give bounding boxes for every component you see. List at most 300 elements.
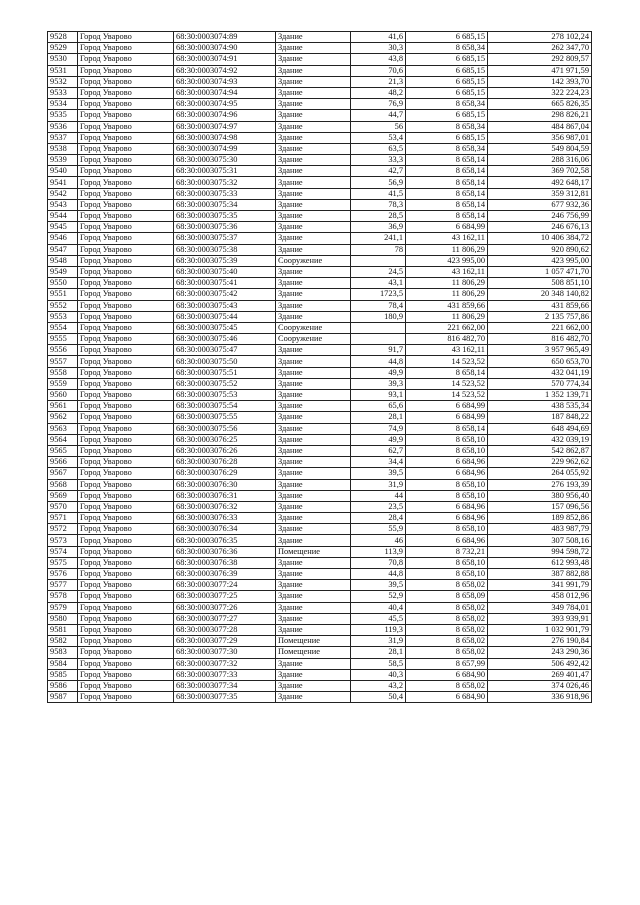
cadastral-number-cell: 68:30:0003075:52 [174,378,276,389]
row-number-cell: 9544 [48,211,78,222]
locality-cell: Город Уварово [78,468,174,479]
table-row [48,680,592,691]
cadastral-value-cell: 221 662,00 [488,322,592,333]
cadastral-value-cell: 276 193,39 [488,479,592,490]
cadastral-number-cell: 68:30:0003075:37 [174,233,276,244]
cadastral-value-cell: 189 852,86 [488,513,592,524]
unit-value-cell: 8 658,10 [406,569,488,580]
object-type-cell: Здание [276,188,351,199]
row-number-cell: 9567 [48,468,78,479]
table-row [48,54,592,65]
cadastral-value-cell: 276 190,84 [488,636,592,647]
unit-value-cell: 6 684,90 [406,692,488,703]
unit-value-cell: 8 658,34 [406,99,488,110]
cadastral-value-cell: 432 041,19 [488,367,592,378]
row-number-cell: 9562 [48,412,78,423]
object-type-cell: Здание [276,99,351,110]
object-type-cell: Здание [276,278,351,289]
locality-cell: Город Уварово [78,669,174,680]
unit-value-cell: 11 806,29 [406,289,488,300]
locality-cell: Город Уварово [78,580,174,591]
locality-cell: Город Уварово [78,266,174,277]
unit-value-cell: 8 732,21 [406,546,488,557]
row-number-cell: 9571 [48,513,78,524]
object-type-cell: Здание [276,613,351,624]
object-type-cell: Здание [276,669,351,680]
cadastral-number-cell: 68:30:0003075:38 [174,244,276,255]
unit-value-cell: 6 685,15 [406,132,488,143]
table-row [48,132,592,143]
object-type-cell: Здание [276,143,351,154]
cadastral-number-cell: 68:30:0003075:30 [174,155,276,166]
row-number-cell: 9557 [48,356,78,367]
unit-value-cell: 8 658,14 [406,367,488,378]
object-type-cell: Здание [276,423,351,434]
area-cell: 23,5 [351,501,406,512]
row-number-cell: 9581 [48,624,78,635]
locality-cell: Город Уварово [78,289,174,300]
unit-value-cell: 8 658,10 [406,490,488,501]
table-row [48,367,592,378]
cadastral-number-cell: 68:30:0003076:39 [174,569,276,580]
table-row [48,412,592,423]
locality-cell: Город Уварово [78,121,174,132]
table-row [48,211,592,222]
object-type-cell: Здание [276,513,351,524]
cadastral-number-cell: 68:30:0003074:93 [174,76,276,87]
area-cell: 56 [351,121,406,132]
area-cell: 43,8 [351,54,406,65]
unit-value-cell: 423 995,00 [406,255,488,266]
object-type-cell: Здание [276,244,351,255]
cadastral-value-cell: 262 347,70 [488,43,592,54]
cadastral-value-cell: 229 962,62 [488,457,592,468]
row-number-cell: 9549 [48,266,78,277]
area-cell [351,255,406,266]
row-number-cell: 9556 [48,345,78,356]
row-number-cell: 9543 [48,199,78,210]
area-cell: 65,6 [351,401,406,412]
cadastral-value-cell: 341 991,79 [488,580,592,591]
locality-cell: Город Уварово [78,278,174,289]
row-number-cell: 9541 [48,177,78,188]
locality-cell: Город Уварово [78,647,174,658]
locality-cell: Город Уварово [78,244,174,255]
cadastral-value-cell: 278 102,24 [488,32,592,43]
object-type-cell: Здание [276,121,351,132]
area-cell: 63,5 [351,143,406,154]
row-number-cell: 9554 [48,322,78,333]
object-type-cell: Здание [276,132,351,143]
cadastral-value-cell: 458 012,96 [488,591,592,602]
locality-cell: Город Уварово [78,43,174,54]
unit-value-cell: 8 658,02 [406,680,488,691]
unit-value-cell: 6 684,96 [406,501,488,512]
cadastral-number-cell: 68:30:0003077:24 [174,580,276,591]
unit-value-cell: 14 523,52 [406,356,488,367]
unit-value-cell: 8 658,02 [406,602,488,613]
locality-cell: Город Уварово [78,99,174,110]
locality-cell: Город Уварово [78,110,174,121]
unit-value-cell: 43 162,11 [406,233,488,244]
cadastral-value-cell: 542 862,87 [488,445,592,456]
area-cell: 21,3 [351,76,406,87]
table-row [48,468,592,479]
unit-value-cell: 11 806,29 [406,278,488,289]
object-type-cell: Здание [276,356,351,367]
cadastral-value-cell: 2 135 757,86 [488,311,592,322]
unit-value-cell: 6 685,15 [406,65,488,76]
cadastral-value-cell: 994 598,72 [488,546,592,557]
cadastral-number-cell: 68:30:0003077:26 [174,602,276,613]
locality-cell: Город Уварово [78,188,174,199]
cadastral-value-cell: 423 995,00 [488,255,592,266]
row-number-cell: 9536 [48,121,78,132]
object-type-cell: Здание [276,490,351,501]
unit-value-cell: 8 658,14 [406,155,488,166]
table-row [48,345,592,356]
unit-value-cell: 8 658,10 [406,434,488,445]
area-cell: 49,9 [351,367,406,378]
cadastral-value-cell: 612 993,48 [488,557,592,568]
table-row [48,445,592,456]
area-cell: 44,7 [351,110,406,121]
area-cell [351,334,406,345]
unit-value-cell: 6 684,99 [406,412,488,423]
area-cell: 40,4 [351,602,406,613]
cadastral-number-cell: 68:30:0003075:35 [174,211,276,222]
table-row [48,479,592,490]
unit-value-cell: 221 662,00 [406,322,488,333]
unit-value-cell: 8 658,02 [406,580,488,591]
table-row [48,266,592,277]
locality-cell: Город Уварово [78,233,174,244]
cadastral-value-cell: 187 848,22 [488,412,592,423]
unit-value-cell: 43 162,11 [406,345,488,356]
unit-value-cell: 11 806,29 [406,244,488,255]
object-type-cell: Здание [276,390,351,401]
unit-value-cell: 8 658,34 [406,121,488,132]
locality-cell: Город Уварово [78,680,174,691]
unit-value-cell: 8 658,14 [406,166,488,177]
unit-value-cell: 8 658,34 [406,143,488,154]
row-number-cell: 9577 [48,580,78,591]
row-number-cell: 9550 [48,278,78,289]
area-cell: 31,9 [351,636,406,647]
table-row [48,289,592,300]
table-row [48,580,592,591]
cadastral-number-cell: 68:30:0003075:53 [174,390,276,401]
unit-value-cell: 8 658,02 [406,636,488,647]
locality-cell: Город Уварово [78,535,174,546]
cadastral-number-cell: 68:30:0003075:34 [174,199,276,210]
table-row [48,692,592,703]
unit-value-cell: 6 685,15 [406,32,488,43]
cadastral-number-cell: 68:30:0003075:46 [174,334,276,345]
object-type-cell: Здание [276,401,351,412]
cadastral-number-cell: 68:30:0003075:41 [174,278,276,289]
row-number-cell: 9553 [48,311,78,322]
area-cell: 33,3 [351,155,406,166]
area-cell: 41,5 [351,188,406,199]
table-row [48,557,592,568]
row-number-cell: 9538 [48,143,78,154]
table-row [48,300,592,311]
table-row [48,636,592,647]
unit-value-cell: 8 657,99 [406,658,488,669]
area-cell: 43,2 [351,680,406,691]
area-cell: 46 [351,535,406,546]
area-cell: 180,9 [351,311,406,322]
object-type-cell: Здание [276,412,351,423]
row-number-cell: 9566 [48,457,78,468]
row-number-cell: 9565 [48,445,78,456]
row-number-cell: 9552 [48,300,78,311]
table-row [48,401,592,412]
row-number-cell: 9555 [48,334,78,345]
area-cell: 119,3 [351,624,406,635]
object-type-cell: Здание [276,300,351,311]
table-row [48,591,592,602]
object-type-cell: Здание [276,524,351,535]
unit-value-cell: 11 806,29 [406,311,488,322]
cadastral-value-cell: 816 482,70 [488,334,592,345]
cadastral-value-cell: 471 971,59 [488,65,592,76]
cadastral-value-cell: 492 648,17 [488,177,592,188]
object-type-cell: Здание [276,624,351,635]
unit-value-cell: 8 658,02 [406,613,488,624]
row-number-cell: 9584 [48,658,78,669]
cadastral-value-cell: 307 508,16 [488,535,592,546]
locality-cell: Город Уварово [78,423,174,434]
cadastral-value-cell: 10 406 384,72 [488,233,592,244]
area-cell: 28,1 [351,647,406,658]
cadastral-number-cell: 68:30:0003077:28 [174,624,276,635]
cadastral-value-cell: 483 987,79 [488,524,592,535]
cadastral-number-cell: 68:30:0003075:55 [174,412,276,423]
unit-value-cell: 6 684,99 [406,222,488,233]
object-type-cell: Здание [276,535,351,546]
locality-cell: Город Уварово [78,378,174,389]
cadastral-number-cell: 68:30:0003074:98 [174,132,276,143]
table-row [48,322,592,333]
cadastral-number-cell: 68:30:0003076:28 [174,457,276,468]
area-cell: 1723,5 [351,289,406,300]
locality-cell: Город Уварово [78,658,174,669]
unit-value-cell: 14 523,52 [406,390,488,401]
area-cell: 42,7 [351,166,406,177]
locality-cell: Город Уварово [78,401,174,412]
table-row [48,378,592,389]
object-type-cell: Здание [276,233,351,244]
row-number-cell: 9583 [48,647,78,658]
locality-cell: Город Уварово [78,613,174,624]
cadastral-value-cell: 393 939,91 [488,613,592,624]
unit-value-cell: 8 658,10 [406,479,488,490]
cadastral-number-cell: 68:30:0003074:95 [174,99,276,110]
cadastral-number-cell: 68:30:0003076:30 [174,479,276,490]
area-cell: 70,8 [351,557,406,568]
cadastral-value-cell: 359 312,81 [488,188,592,199]
area-cell: 78,4 [351,300,406,311]
object-type-cell: Здание [276,378,351,389]
locality-cell: Город Уварово [78,143,174,154]
unit-value-cell: 6 684,96 [406,535,488,546]
cadastral-number-cell: 68:30:0003075:54 [174,401,276,412]
cadastral-value-cell: 20 348 140,82 [488,289,592,300]
table-row [48,188,592,199]
locality-cell: Город Уварово [78,54,174,65]
area-cell: 39,3 [351,378,406,389]
locality-cell: Город Уварово [78,65,174,76]
locality-cell: Город Уварово [78,177,174,188]
row-number-cell: 9570 [48,501,78,512]
area-cell: 44,8 [351,356,406,367]
row-number-cell: 9560 [48,390,78,401]
cadastral-number-cell: 68:30:0003075:31 [174,166,276,177]
row-number-cell: 9582 [48,636,78,647]
cadastral-value-cell: 677 932,36 [488,199,592,210]
cadastral-number-cell: 68:30:0003077:33 [174,669,276,680]
cadastral-number-cell: 68:30:0003077:35 [174,692,276,703]
cadastral-number-cell: 68:30:0003076:25 [174,434,276,445]
registry-table-body [48,32,592,703]
unit-value-cell: 6 685,15 [406,54,488,65]
object-type-cell: Сооружение [276,322,351,333]
cadastral-number-cell: 68:30:0003075:50 [174,356,276,367]
cadastral-value-cell: 292 809,57 [488,54,592,65]
cadastral-value-cell: 374 026,46 [488,680,592,691]
locality-cell: Город Уварово [78,311,174,322]
row-number-cell: 9573 [48,535,78,546]
area-cell [351,322,406,333]
table-row [48,613,592,624]
row-number-cell: 9532 [48,76,78,87]
table-row [48,121,592,132]
row-number-cell: 9561 [48,401,78,412]
locality-cell: Город Уварово [78,367,174,378]
cadastral-value-cell: 1 057 471,70 [488,266,592,277]
cadastral-number-cell: 68:30:0003075:51 [174,367,276,378]
cadastral-value-cell: 1 352 139,71 [488,390,592,401]
object-type-cell: Здание [276,434,351,445]
locality-cell: Город Уварово [78,390,174,401]
area-cell: 48,2 [351,87,406,98]
cadastral-number-cell: 68:30:0003075:56 [174,423,276,434]
cadastral-value-cell: 438 535,34 [488,401,592,412]
row-number-cell: 9564 [48,434,78,445]
locality-cell: Город Уварово [78,211,174,222]
locality-cell: Город Уварово [78,602,174,613]
area-cell: 93,1 [351,390,406,401]
locality-cell: Город Уварово [78,155,174,166]
unit-value-cell: 8 658,10 [406,445,488,456]
registry-table [47,31,592,703]
unit-value-cell: 6 685,15 [406,110,488,121]
object-type-cell: Здание [276,557,351,568]
area-cell: 70,6 [351,65,406,76]
cadastral-number-cell: 68:30:0003074:90 [174,43,276,54]
cadastral-number-cell: 68:30:0003076:36 [174,546,276,557]
cadastral-value-cell: 549 804,59 [488,143,592,154]
area-cell: 56,9 [351,177,406,188]
cadastral-value-cell: 387 882,88 [488,569,592,580]
table-row [48,233,592,244]
cadastral-value-cell: 431 859,66 [488,300,592,311]
locality-cell: Город Уварово [78,345,174,356]
cadastral-value-cell: 1 032 901,79 [488,624,592,635]
locality-cell: Город Уварово [78,356,174,367]
object-type-cell: Здание [276,692,351,703]
row-number-cell: 9569 [48,490,78,501]
locality-cell: Город Уварово [78,624,174,635]
unit-value-cell: 8 658,10 [406,557,488,568]
table-row [48,624,592,635]
table-row [48,524,592,535]
unit-value-cell: 43 162,11 [406,266,488,277]
area-cell: 78,3 [351,199,406,210]
table-row [48,166,592,177]
object-type-cell: Здание [276,311,351,322]
row-number-cell: 9578 [48,591,78,602]
object-type-cell: Здание [276,445,351,456]
cadastral-number-cell: 68:30:0003077:27 [174,613,276,624]
locality-cell: Город Уварово [78,166,174,177]
cadastral-number-cell: 68:30:0003075:44 [174,311,276,322]
row-number-cell: 9537 [48,132,78,143]
row-number-cell: 9574 [48,546,78,557]
cadastral-number-cell: 68:30:0003074:96 [174,110,276,121]
table-row [48,32,592,43]
row-number-cell: 9559 [48,378,78,389]
cadastral-value-cell: 380 956,40 [488,490,592,501]
area-cell: 39,5 [351,580,406,591]
locality-cell: Город Уварово [78,87,174,98]
cadastral-value-cell: 269 401,47 [488,669,592,680]
object-type-cell: Здание [276,177,351,188]
area-cell: 40,3 [351,669,406,680]
table-row [48,669,592,680]
cadastral-value-cell: 920 890,62 [488,244,592,255]
table-row [48,199,592,210]
table-row [48,602,592,613]
locality-cell: Город Уварово [78,445,174,456]
object-type-cell: Здание [276,65,351,76]
table-row [48,222,592,233]
object-type-cell: Здание [276,289,351,300]
area-cell: 28,4 [351,513,406,524]
cadastral-value-cell: 356 987,01 [488,132,592,143]
locality-cell: Город Уварово [78,569,174,580]
cadastral-value-cell: 648 494,69 [488,423,592,434]
cadastral-value-cell: 243 290,36 [488,647,592,658]
object-type-cell: Здание [276,54,351,65]
table-row [48,278,592,289]
object-type-cell: Здание [276,110,351,121]
cadastral-number-cell: 68:30:0003075:39 [174,255,276,266]
unit-value-cell: 6 684,96 [406,468,488,479]
unit-value-cell: 816 482,70 [406,334,488,345]
cadastral-number-cell: 68:30:0003075:36 [174,222,276,233]
cadastral-value-cell: 508 851,10 [488,278,592,289]
row-number-cell: 9540 [48,166,78,177]
object-type-cell: Здание [276,501,351,512]
area-cell: 28,5 [351,211,406,222]
cadastral-number-cell: 68:30:0003074:92 [174,65,276,76]
cadastral-value-cell: 264 055,92 [488,468,592,479]
table-row [48,43,592,54]
object-type-cell: Помещение [276,647,351,658]
